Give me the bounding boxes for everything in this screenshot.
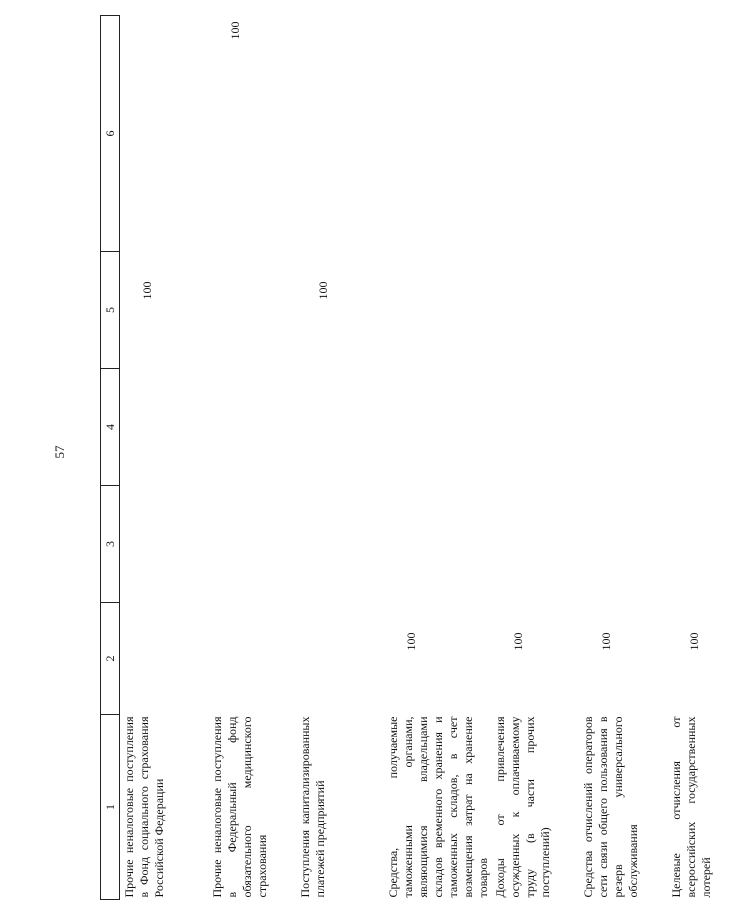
value-cell: [667, 252, 755, 369]
value-cell: 100: [228, 21, 242, 40]
column-header: 1: [101, 715, 120, 900]
column-header: 2: [101, 603, 120, 715]
value-cell: [667, 369, 755, 486]
rotated-table-container: [100, 16, 713, 900]
value-cell: [384, 252, 491, 369]
value-cell: [120, 486, 209, 603]
column-header: 6: [101, 16, 120, 252]
table-header-row: [101, 16, 120, 900]
column-header: 5: [101, 252, 120, 369]
value-cell: [384, 369, 491, 486]
row-name: Прочие неналоговые поступления в Фонд социального страхования Российской Федерации: [122, 716, 166, 898]
value-cell: [384, 16, 491, 252]
value-cell: [208, 603, 296, 715]
value-cell: [208, 486, 296, 603]
value-cell: [579, 486, 667, 603]
value-cell: [384, 486, 491, 603]
row-name: Средства отчислений операторов сети связи общего пользования в резерв универсального обслуживания: [581, 716, 640, 898]
table-row: [667, 16, 755, 900]
value-cell: [120, 369, 209, 486]
value-cell: [208, 369, 296, 486]
value-cell: [120, 16, 209, 252]
value-cell: [579, 16, 667, 252]
value-cell: 100: [687, 632, 701, 651]
value-cell: [208, 252, 296, 369]
value-cell: 100: [599, 632, 613, 651]
value-cell: [296, 603, 384, 715]
column-header: 3: [101, 486, 120, 603]
value-cell: [491, 252, 579, 369]
table-row: [120, 16, 209, 900]
value-cell: 100: [404, 632, 418, 651]
row-name: Целевые отчисления от всероссийских государственных лотерей: [669, 716, 713, 898]
value-cell: 100: [316, 281, 330, 300]
row-name: Прочие неналоговые поступления в Федеральный фонд обязательного медицинского страхования: [210, 716, 269, 898]
value-cell: [296, 16, 384, 252]
row-name: Поступления капитализированных платежей предприятий: [298, 716, 327, 898]
value-cell: [491, 369, 579, 486]
value-cell: [579, 252, 667, 369]
value-cell: [667, 16, 755, 252]
value-cell: [296, 486, 384, 603]
table-row: [491, 16, 579, 900]
column-header: 4: [101, 369, 120, 486]
value-cell: 100: [140, 281, 154, 300]
value-cell: [579, 369, 667, 486]
value-cell: [120, 603, 209, 715]
budget-table: [100, 15, 755, 900]
value-cell: [296, 369, 384, 486]
page-number: 57: [52, 445, 67, 459]
value-cell: [491, 16, 579, 252]
table-row: [296, 16, 384, 900]
table-row: [579, 16, 667, 900]
value-cell: [491, 486, 579, 603]
row-name: Средства, получаемые таможенными органами, являющимися владельцами складов временного хранения и таможенных складов, в счет возмещения затрат на хранение товаров: [386, 716, 490, 898]
table-row: [208, 16, 296, 900]
value-cell: 100: [511, 632, 525, 651]
table-row: [384, 16, 491, 900]
value-cell: [667, 486, 755, 603]
row-name: Доходы от привлечения осужденных к оплачиваемому труду (в части прочих поступлений): [493, 716, 552, 898]
